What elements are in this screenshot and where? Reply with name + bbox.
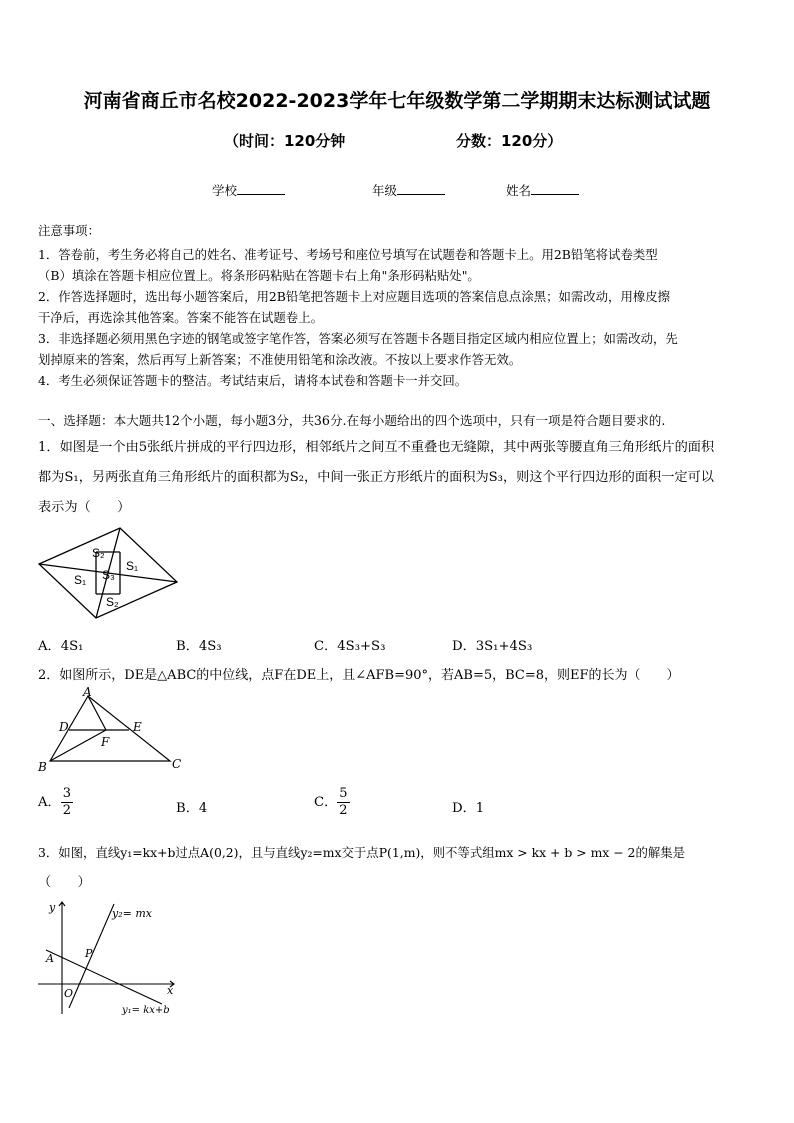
grade-label: 年级 <box>372 183 398 198</box>
fig-label-s3: S₃ <box>102 568 115 582</box>
q2-option-c-prefix: C． <box>314 795 338 810</box>
label-b: B <box>38 760 47 774</box>
fig-label-s1: S₁ <box>126 559 139 573</box>
q1-option-b[interactable]: B．4S₃ <box>176 639 222 654</box>
name-label: 姓名 <box>506 183 532 198</box>
name-blank[interactable] <box>531 182 579 195</box>
q1-option-d[interactable]: D．3S₁+4S₃ <box>452 639 533 654</box>
label-a: A <box>46 952 54 965</box>
label-y2-eq: y₂= mx <box>112 907 152 920</box>
label-c: C <box>172 757 182 771</box>
label-y: y <box>49 901 56 914</box>
school-field[interactable] <box>212 181 285 199</box>
grade-field[interactable] <box>372 181 445 199</box>
q2-option-b[interactable]: B．4 <box>176 801 208 816</box>
label-f: F <box>101 735 110 749</box>
fraction <box>61 786 73 819</box>
q2-option-c[interactable] <box>314 786 350 819</box>
exam-time: （时间：120分钟 <box>224 132 346 150</box>
fraction <box>337 786 349 819</box>
exam-score: 分数：120分） <box>456 132 563 150</box>
q1-option-c[interactable]: C．4S₃+S₃ <box>314 639 386 654</box>
note-line: 划掉原来的答案，然后再写上新答案；不准使用铅笔和涂改液。不按以上要求作答无效。 <box>38 352 522 367</box>
parallelogram-figure <box>36 522 182 622</box>
q2-option-a[interactable] <box>38 786 73 819</box>
fig-label-s2: S₂ <box>92 546 105 560</box>
label-y1-eq: y₁= kx+b <box>122 1005 170 1016</box>
note-line: （B）填涂在答题卡相应位置上。将条形码粘贴在答题卡右上角"条形码粘贴处"。 <box>38 268 480 283</box>
line-graph-figure <box>36 896 186 1018</box>
note-line: 3．非选择题必须用黑色字迹的钢笔或签字笔作答，答案必须写在答题卡各题目指定区域内相应位置上；如需改动，先 <box>38 331 678 346</box>
school-label: 学校 <box>212 183 238 198</box>
question-1-line: 1．如图是一个由5张纸片拼成的平行四边形，相邻纸片之间互不重叠也无缝隙，其中两张等腰直角三角形纸片的面积 <box>38 440 715 455</box>
fraction-denominator: 2 <box>339 803 348 818</box>
name-field[interactable] <box>506 181 579 199</box>
label-o: O <box>64 987 74 1000</box>
question-3-blank: （ ） <box>38 875 91 890</box>
label-x: x <box>167 984 174 997</box>
notes-heading: 注意事项： <box>38 223 100 238</box>
note-line: 2．作答选择题时，选出每小题答案后，用2B铅笔把答题卡上对应题目选项的答案信息点涂黑；如需改动，用橡皮擦 <box>38 289 671 304</box>
note-line: 干净后，再选涂其他答案。答案不能答在试题卷上。 <box>38 310 323 325</box>
question-1-line: 表示为（ ） <box>38 500 131 515</box>
label-e: E <box>133 720 142 734</box>
page-title: 河南省商丘市名校2022-2023学年七年级数学第二学期期末达标测试试题 <box>83 90 711 112</box>
fraction-numerator: 5 <box>339 786 348 801</box>
fig-label-s2: S₂ <box>106 595 119 609</box>
q2-option-d[interactable]: D．1 <box>452 801 485 816</box>
section-heading: 一、选择题：本大题共12个小题，每小题3分，共36分.在每小题给出的四个选项中，只有一项是符合题目要求的. <box>38 413 666 428</box>
question-2-text: 2．如图所示，DE是△ABC的中位线，点F在DE上，且∠AFB=90°，若AB=5，BC=8，则EF的长为（ ） <box>38 668 680 683</box>
fraction-denominator: 2 <box>62 803 71 818</box>
note-line: 1．答卷前，考生务必将自己的姓名、准考证号、考场号和座位号填写在试题卷和答题卡上。用2B铅笔将试卷类型 <box>38 247 658 262</box>
question-1-line: 都为S₁，另两张直角三角形纸片的面积都为S₂，中间一张正方形纸片的面积为S₃，则这个平行四边形的面积一定可以 <box>38 470 714 485</box>
q1-option-a[interactable]: A．4S₁ <box>38 639 84 654</box>
grade-blank[interactable] <box>397 182 445 195</box>
label-a: A <box>83 686 92 699</box>
note-line: 4．考生必须保证答题卡的整洁。考试结束后，请将本试卷和答题卡一并交回。 <box>38 373 468 388</box>
segment-af <box>88 696 106 730</box>
q2-option-a-prefix: A． <box>38 795 61 810</box>
fraction-numerator: 3 <box>62 786 71 801</box>
school-blank[interactable] <box>237 182 285 195</box>
question-3-text: 3．如图，直线y₁=kx+b过点A(0,2)，且与直线y₂=mx交于点P(1,m)，则不等式组mx > kx + b > mx − 2的解集是 <box>38 845 686 860</box>
triangle-figure <box>36 686 186 778</box>
fig-label-s1: S₁ <box>74 573 87 587</box>
label-d: D <box>59 720 69 734</box>
label-p: P <box>85 947 93 960</box>
